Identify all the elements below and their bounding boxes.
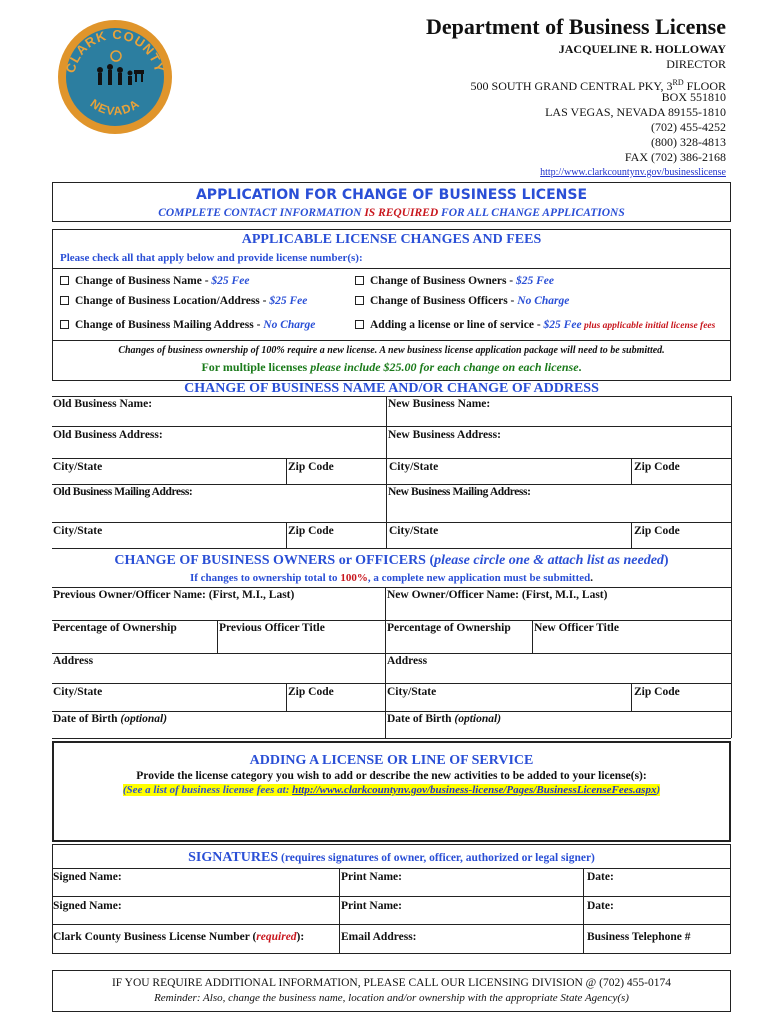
phone-2: (800) 328-4813 xyxy=(651,135,726,149)
new-city-state-label: City/State xyxy=(387,686,437,698)
seal-graphic xyxy=(58,20,172,134)
footer-reminder: Reminder: Also, change the business name, location and/or ownership with the appropriate State Agency(s) xyxy=(154,992,629,1004)
footer-contact: IF YOU REQUIRE ADDITIONAL INFORMATION, PLEASE CALL OUR LICENSING DIVISION @ (702) 455-0174 xyxy=(111,977,672,989)
checkbox-icon[interactable] xyxy=(355,296,364,305)
fees-title: APPLICABLE LICENSE CHANGES AND FEES xyxy=(241,232,542,247)
checkbox-icon[interactable] xyxy=(60,276,69,285)
director-name: JACQUELINE R. HOLLOWAY xyxy=(558,42,726,56)
checkbox-change-location[interactable]: Change of Business Location/Address - $25 Fee xyxy=(60,295,307,307)
signatures-title: SIGNATURES (requires signatures of owner, officer, authorized or legal signer) xyxy=(188,850,595,865)
business-telephone-label: Business Telephone # xyxy=(587,931,691,943)
old-business-name-label: Old Business Name: xyxy=(53,398,153,410)
print-name-label-1: Print Name: xyxy=(341,871,402,883)
director-title: DIRECTOR xyxy=(666,57,726,71)
owners-title: CHANGE OF BUSINESS OWNERS or OFFICERS (please circle one & attach list as needed) xyxy=(114,553,669,568)
adding-license-instruction: Provide the license category you wish to add or describe the new activities to be added to your license(s): xyxy=(136,770,647,782)
date-label-2: Date: xyxy=(587,900,614,912)
seal-text-top: CLARK COUNTY xyxy=(62,26,168,75)
fees-instruction: Please check all that apply below and provide license number(s): xyxy=(60,252,363,264)
signed-name-label-2: Signed Name: xyxy=(53,900,122,912)
new-address-label: Address xyxy=(387,655,428,667)
old-zip-label: Zip Code xyxy=(288,461,334,473)
name-address-title: CHANGE OF BUSINESS NAME AND/OR CHANGE OF ADDRESS xyxy=(184,381,599,396)
application-title-box xyxy=(52,182,731,222)
phone-1: (702) 455-4252 xyxy=(651,120,726,134)
print-name-label-2: Print Name: xyxy=(341,900,402,912)
checkbox-change-officers[interactable]: Change of Business Officers - No Charge xyxy=(355,295,569,307)
old-business-address-label: Old Business Address: xyxy=(53,429,163,441)
date-label-1: Date: xyxy=(587,871,614,883)
checkbox-icon[interactable] xyxy=(60,296,69,305)
adding-license-title: ADDING A LICENSE OR LINE OF SERVICE xyxy=(249,753,534,768)
owners-subtitle: If changes to ownership total to 100%, a complete new application must be submitted. xyxy=(189,572,594,584)
previous-officer-title-label: Previous Officer Title xyxy=(219,622,325,634)
city-line: LAS VEGAS, NEVADA 89155-1810 xyxy=(545,105,726,119)
signed-name-label-1: Signed Name: xyxy=(53,871,122,883)
new-zip-label: Zip Code xyxy=(634,686,680,698)
previous-dob-label: Date of Birth (optional) xyxy=(53,713,168,725)
new-dob-label: Date of Birth (optional) xyxy=(387,713,502,725)
checkbox-icon[interactable] xyxy=(355,276,364,285)
application-title: APPLICATION FOR CHANGE OF BUSINESS LICENSE xyxy=(195,187,588,203)
license-number-label: Clark County Business License Number (required): xyxy=(53,931,305,943)
new-business-name-label: New Business Name: xyxy=(388,398,491,410)
old-mailing-address-label: Old Business Mailing Address: xyxy=(53,486,193,498)
old-mailing-zip-label: Zip Code xyxy=(288,525,334,537)
checkbox-change-owners[interactable]: Change of Business Owners - $25 Fee xyxy=(355,275,554,287)
checkbox-change-mailing[interactable]: Change of Business Mailing Address - No Charge xyxy=(60,319,315,331)
previous-percentage-label: Percentage of Ownership xyxy=(53,622,177,634)
old-mailing-city-state-label: City/State xyxy=(53,525,103,537)
fax: FAX (702) 386-2168 xyxy=(624,150,726,164)
previous-address-label: Address xyxy=(53,655,94,667)
new-owner-name-label: New Owner/Officer Name: (First, M.I., Last) xyxy=(387,589,608,601)
adding-license-fees-note: (See a list of business license fees at: http://www.clarkcountynv.gov/business-license/Pages/BusinessLicenseFees.aspx) xyxy=(122,784,661,796)
po-box: BOX 551810 xyxy=(661,90,726,104)
clark-county-seal xyxy=(58,20,172,134)
new-mailing-address-label: New Business Mailing Address: xyxy=(388,486,531,498)
previous-city-state-label: City/State xyxy=(53,686,103,698)
new-mailing-zip-label: Zip Code xyxy=(634,525,680,537)
svg-text:NEVADA xyxy=(88,96,143,118)
seal-text-bottom: NEVADA xyxy=(87,96,143,119)
new-mailing-city-state-label: City/State xyxy=(389,525,439,537)
checkbox-icon[interactable] xyxy=(355,320,364,329)
department-title: Department of Business License xyxy=(425,14,726,39)
address-line: 500 SOUTH GRAND CENTRAL PKY, 3RD FLOOR xyxy=(470,78,726,93)
checkbox-change-name[interactable]: Change of Business Name - $25 Fee xyxy=(60,275,249,287)
fees-note-multiple: For multiple licenses please include $25.00 for each change on each license. xyxy=(201,360,582,374)
fees-note-ownership: Changes of business ownership of 100% require a new license. A new business license application package will need to be submitted. xyxy=(118,345,665,356)
website-link[interactable]: http://www.clarkcountynv.gov/businesslicense xyxy=(540,167,726,178)
checkbox-icon[interactable] xyxy=(60,320,69,329)
new-city-state-label: City/State xyxy=(389,461,439,473)
email-label: Email Address: xyxy=(341,931,417,943)
previous-owner-name-label: Previous Owner/Officer Name: (First, M.I., Last) xyxy=(53,589,295,601)
new-zip-label: Zip Code xyxy=(634,461,680,473)
fees-link[interactable]: http://www.clarkcountynv.gov/business-license/Pages/BusinessLicenseFees.aspx xyxy=(292,784,657,796)
checkbox-add-license[interactable]: Adding a license or line of service - $25 Fee plus applicable initial license fees xyxy=(355,319,715,331)
new-officer-title-label: New Officer Title xyxy=(534,622,619,634)
application-subtitle: COMPLETE CONTACT INFORMATION IS REQUIRED FOR ALL CHANGE APPLICATIONS xyxy=(158,207,625,219)
new-business-address-label: New Business Address: xyxy=(388,429,501,441)
new-percentage-label: Percentage of Ownership xyxy=(387,622,511,634)
previous-zip-label: Zip Code xyxy=(288,686,334,698)
old-city-state-label: City/State xyxy=(53,461,103,473)
seal-figures-icon xyxy=(97,64,144,85)
